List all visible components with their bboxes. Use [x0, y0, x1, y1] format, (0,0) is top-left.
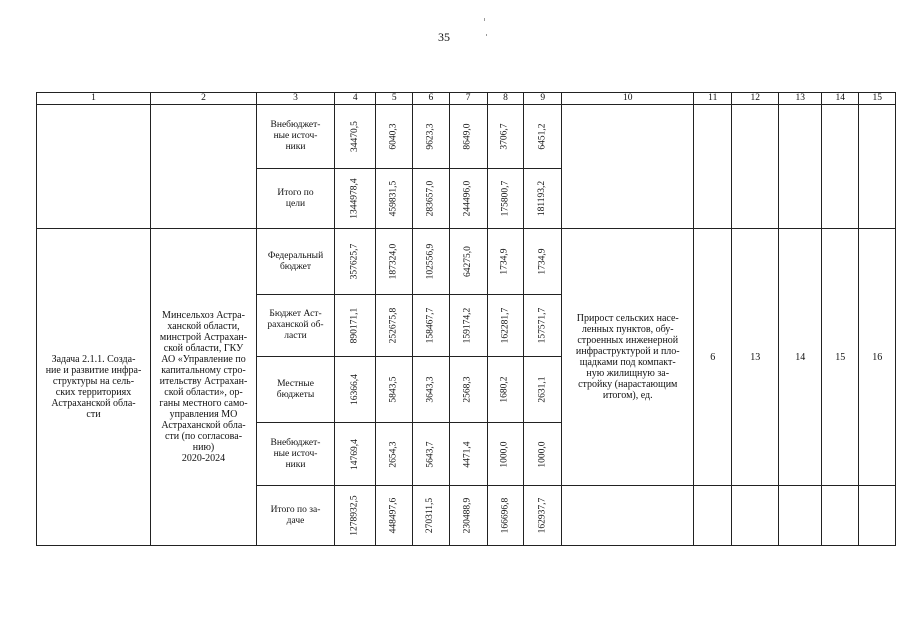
page-number: 35 — [438, 30, 450, 44]
value-cell: 166696,8 — [487, 486, 524, 546]
empty-cell — [694, 105, 732, 229]
header-row — [37, 93, 896, 105]
funding-source: Федеральный бюджет — [257, 229, 335, 295]
value-cell: 181193,2 — [524, 169, 562, 229]
value-cell: 2568,3 — [449, 357, 487, 423]
target-value: 14 — [779, 229, 822, 486]
value-cell: 1734,9 — [487, 229, 524, 295]
value-cell: 14769,4 — [335, 423, 376, 486]
value-cell: 2631,1 — [524, 357, 562, 423]
program-table — [36, 92, 896, 546]
value-cell: 357625,7 — [335, 229, 376, 295]
value-cell: 175800,7 — [487, 169, 524, 229]
header-cell: 11 — [694, 93, 732, 105]
empty-cell — [822, 486, 859, 546]
funding-source: Внебюджет- ные источ- ники — [257, 423, 335, 486]
value-cell: 270311,5 — [413, 486, 450, 546]
value-cell: 459831,5 — [376, 169, 413, 229]
empty-cell — [859, 486, 896, 546]
value-cell: 9623,3 — [413, 105, 450, 169]
empty-cell — [694, 486, 732, 546]
value-cell: 3643,3 — [413, 357, 450, 423]
funding-source: Итого по за- даче — [257, 486, 335, 546]
header-cell: 13 — [779, 93, 822, 105]
indicator: Прирост сельских насе- ленных пунктов, обу- строенных инженерной инфраструктурой и пло- щадками под компакт- ную жилищную за- стройку (нарастающим итогом), ед. — [562, 229, 694, 486]
header-cell: 7 — [449, 93, 487, 105]
empty-cell — [732, 486, 779, 546]
value-cell: 1278932,5 — [335, 486, 376, 546]
task-name: Задача 2.1.1. Созда- ние и развитие инфра- структуры на сель- ских территориях Астраханской обла- сти — [37, 229, 151, 546]
value-cell: 8649,0 — [449, 105, 487, 169]
executor: Минсельхоз Астра- ханской области, минстрой Астрахан- ской области, ГКУ АО «Управление по капитальному стро- ительству Астрахан- ской области», ор- ганы местного само- управления МО Астраханской обла- сти (по согласова- нию) 2020-2024 — [151, 229, 257, 546]
header-cell: 10 — [562, 93, 694, 105]
value-cell: 2654,3 — [376, 423, 413, 486]
funding-source: Итого по цели — [257, 169, 335, 229]
value-cell: 187324,0 — [376, 229, 413, 295]
value-cell: 162281,7 — [487, 295, 524, 357]
value-cell: 1734,9 — [524, 229, 562, 295]
empty-cell — [822, 105, 859, 229]
value-cell: 244496,0 — [449, 169, 487, 229]
empty-cell — [562, 105, 694, 229]
value-cell: 890171,1 — [335, 295, 376, 357]
value-cell: 3706,7 — [487, 105, 524, 169]
value-cell: 252675,8 — [376, 295, 413, 357]
empty-cell — [859, 105, 896, 229]
target-value: 15 — [822, 229, 859, 486]
value-cell: 159174,2 — [449, 295, 487, 357]
target-value: 16 — [859, 229, 896, 486]
header-cell: 3 — [257, 93, 335, 105]
header-cell: 8 — [487, 93, 524, 105]
value-cell: 283657,0 — [413, 169, 450, 229]
funding-source: Бюджет Аст- раханской об- ласти — [257, 295, 335, 357]
target-value: 13 — [732, 229, 779, 486]
header-cell: 2 — [151, 93, 257, 105]
empty-cell — [779, 105, 822, 229]
header-cell: 4 — [335, 93, 376, 105]
empty-cell — [151, 105, 257, 229]
header-cell: 15 — [859, 93, 896, 105]
header-cell: 6 — [413, 93, 450, 105]
table-row — [37, 229, 896, 295]
header-cell: 1 — [37, 93, 151, 105]
header-cell: 12 — [732, 93, 779, 105]
value-cell: 16366,4 — [335, 357, 376, 423]
value-cell: 4471,4 — [449, 423, 487, 486]
value-cell: 1680,2 — [487, 357, 524, 423]
empty-cell — [37, 105, 151, 229]
scan-speck — [486, 34, 487, 36]
header-cell: 9 — [524, 93, 562, 105]
target-value: 6 — [694, 229, 732, 486]
header-cell: 5 — [376, 93, 413, 105]
value-cell: 1000,0 — [487, 423, 524, 486]
value-cell: 64275,0 — [449, 229, 487, 295]
empty-cell — [562, 486, 694, 546]
value-cell: 1344978,4 — [335, 169, 376, 229]
value-cell: 5643,7 — [413, 423, 450, 486]
value-cell: 34470,5 — [335, 105, 376, 169]
value-cell: 6040,3 — [376, 105, 413, 169]
funding-source: Местные бюджеты — [257, 357, 335, 423]
empty-cell — [779, 486, 822, 546]
value-cell: 6451,2 — [524, 105, 562, 169]
table-row — [37, 105, 896, 169]
header-cell: 14 — [822, 93, 859, 105]
value-cell: 448497,6 — [376, 486, 413, 546]
funding-source: Внебюджет- ные источ- ники — [257, 105, 335, 169]
value-cell: 1000,0 — [524, 423, 562, 486]
empty-cell — [732, 105, 779, 229]
value-cell: 157571,7 — [524, 295, 562, 357]
scan-speck — [484, 18, 485, 21]
value-cell: 102556,9 — [413, 229, 450, 295]
value-cell: 158467,7 — [413, 295, 450, 357]
value-cell: 230488,9 — [449, 486, 487, 546]
value-cell: 5843,5 — [376, 357, 413, 423]
value-cell: 162937,7 — [524, 486, 562, 546]
